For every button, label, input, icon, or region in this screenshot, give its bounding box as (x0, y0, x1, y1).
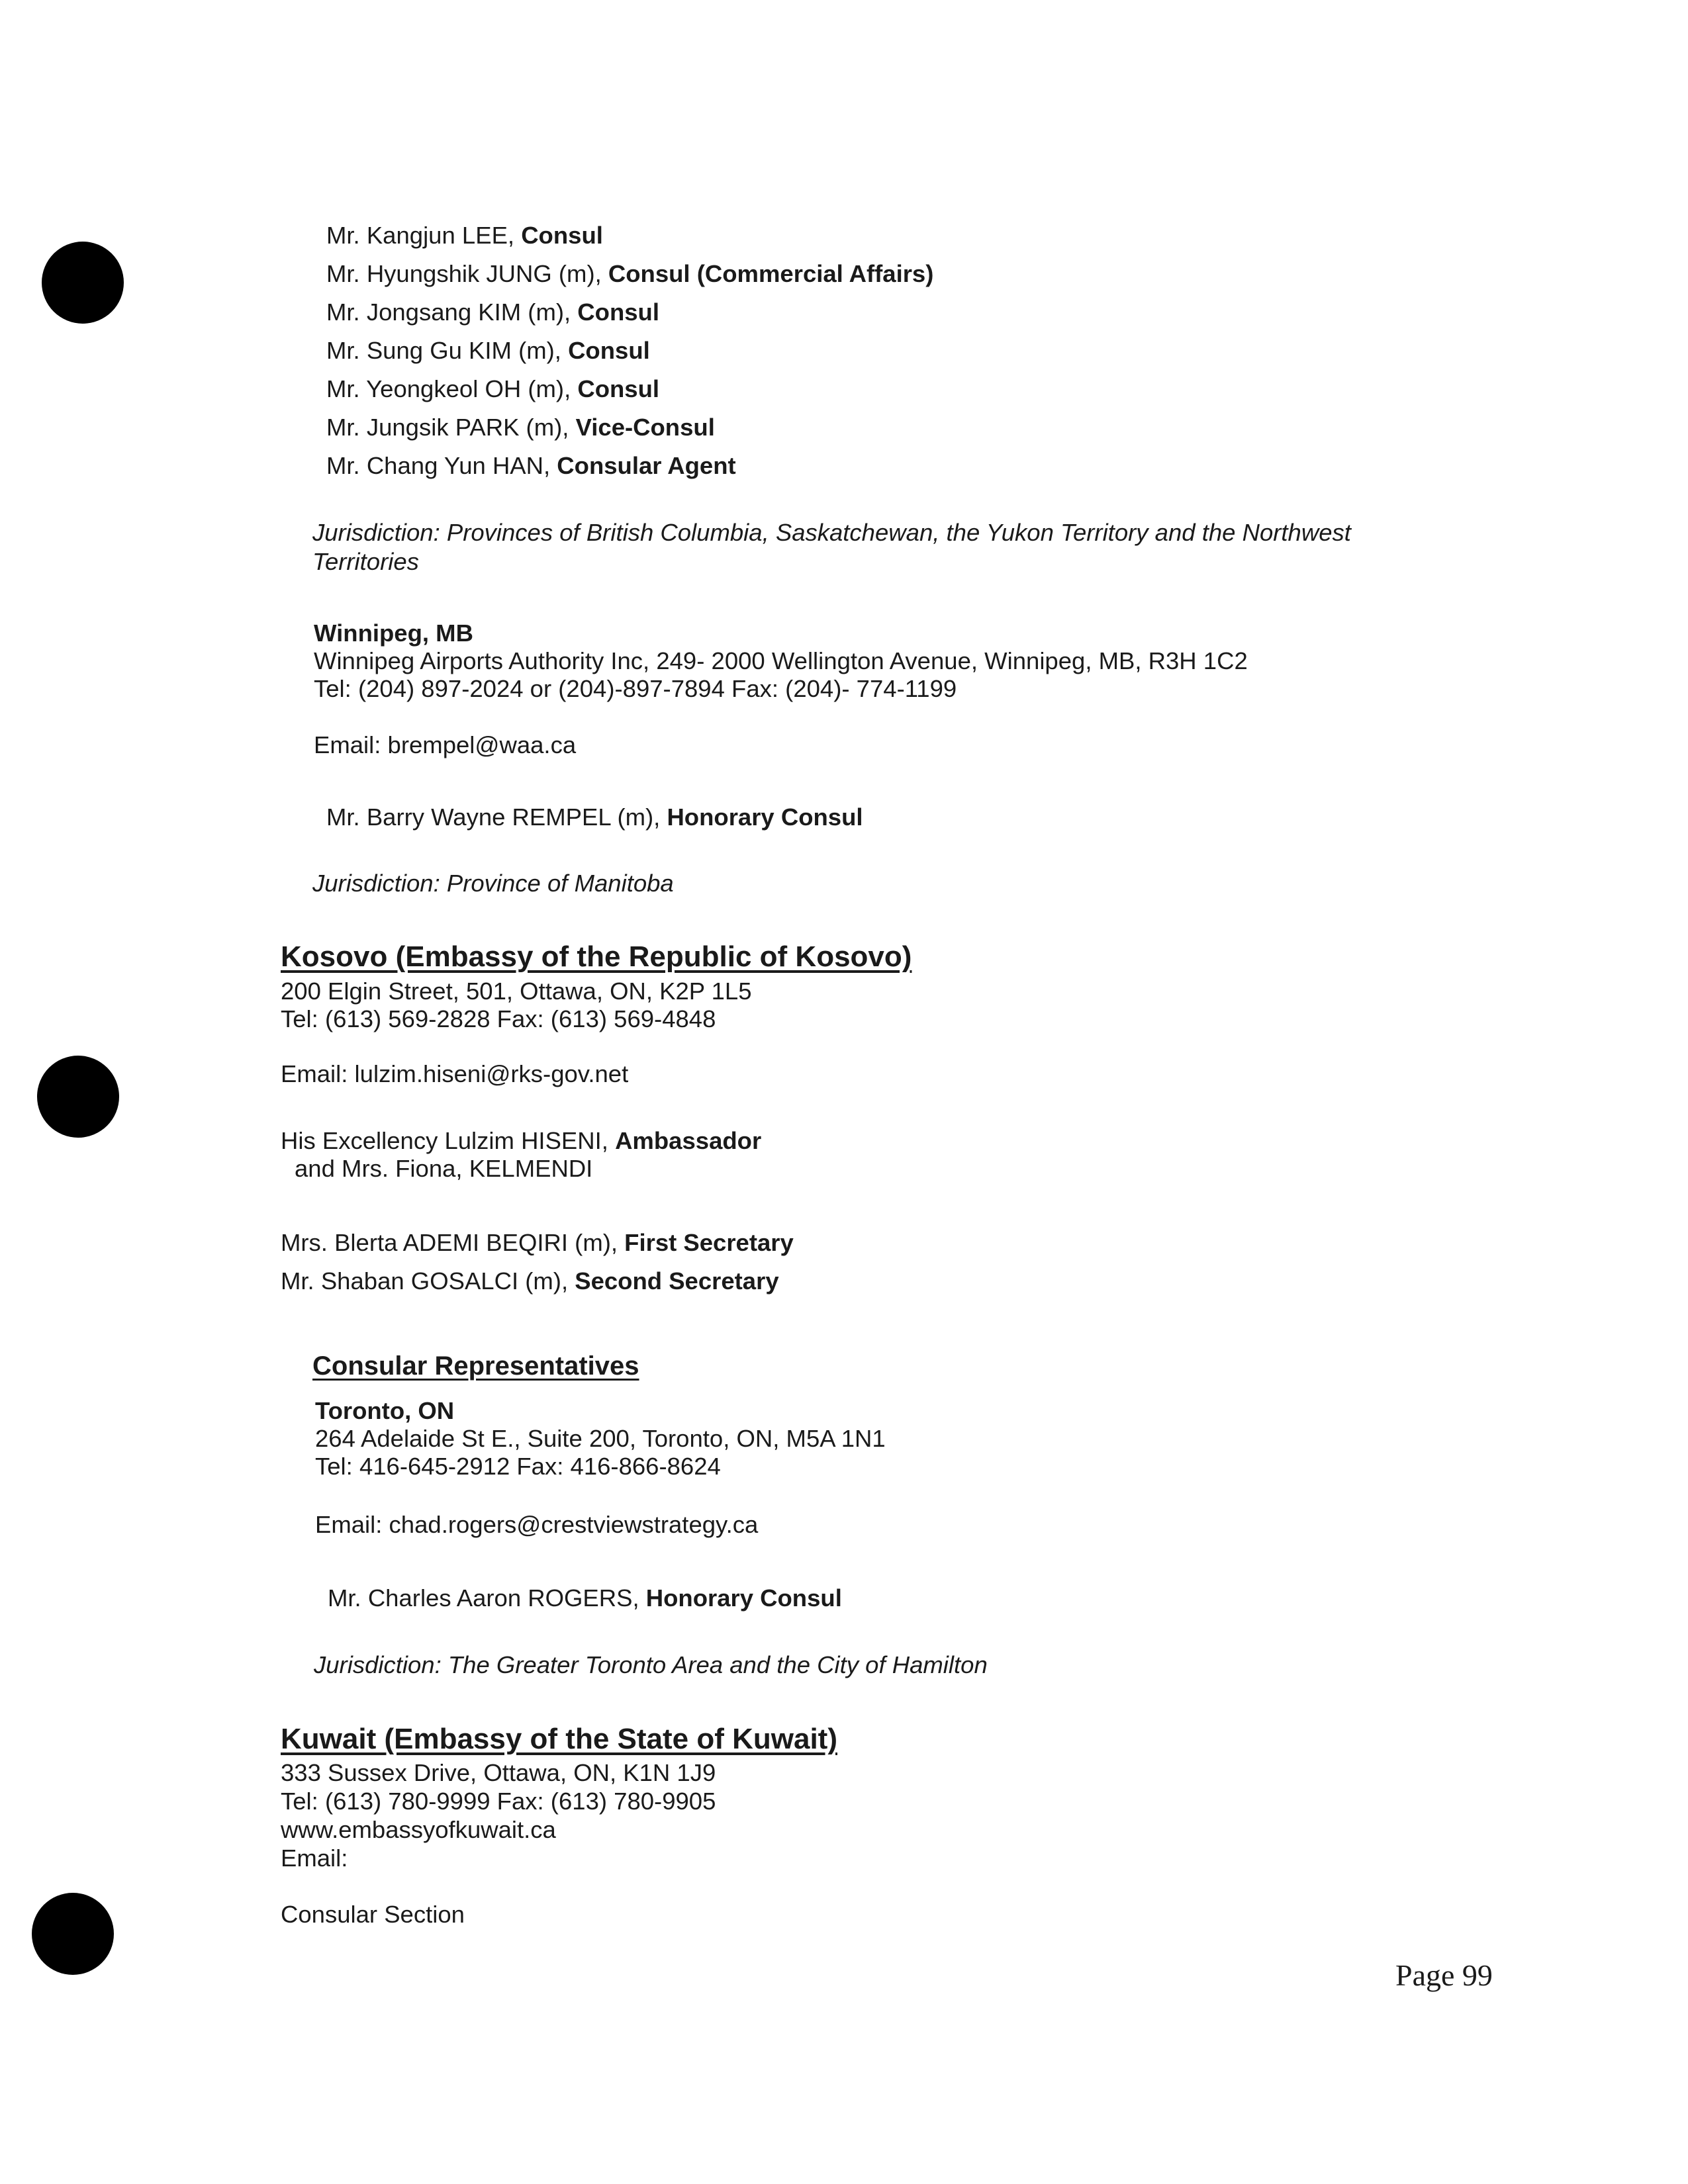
section-heading: Kuwait (Embassy of the State of Kuwait) (281, 1723, 837, 1755)
consul-entry: Mr. Sung Gu KIM (m), Consul (326, 337, 650, 364)
office-phone: Tel: (204) 897-2024 or (204)-897-7894 Fax: (204)- 774-1199 (314, 675, 957, 702)
embassy-phone: Tel: (613) 569-2828 Fax: (613) 569-4848 (281, 1005, 716, 1032)
embassy-phone: Tel: (613) 780-9999 Fax: (613) 780-9905 (281, 1788, 716, 1815)
consular-heading: Consular Representatives (312, 1351, 639, 1381)
office-address: 264 Adelaide St E., Suite 200, Toronto, ON, M5A 1N1 (315, 1425, 886, 1452)
consul-entry: Mr. Jungsik PARK (m), Vice-Consul (326, 414, 715, 441)
jurisdiction-text: Jurisdiction: Provinces of British Columbia, Saskatchewan, the Yukon Territory and the Northwest (312, 519, 1351, 546)
consul-entry: Mr. Yeongkeol OH (m), Consul (326, 375, 660, 402)
punch-hole-middle (37, 1056, 119, 1138)
consul-entry: Mr. Jongsang KIM (m), Consul (326, 298, 659, 326)
embassy-website: www.embassyofkuwait.ca (281, 1816, 556, 1843)
embassy-email: Email: lulzim.hiseni@rks-gov.net (281, 1060, 629, 1087)
consul-entry: Mr. Chang Yun HAN, Consular Agent (326, 452, 736, 479)
ambassador-entry: His Excellency Lulzim HISENI, Ambassador (281, 1127, 762, 1154)
consul-entry: Mr. Hyungshik JUNG (m), Consul (Commercial Affairs) (326, 260, 934, 287)
punch-hole-bottom (32, 1893, 114, 1975)
office-city: Winnipeg, MB (314, 619, 473, 647)
office-email: Email: chad.rogers@crestviewstrategy.ca (315, 1511, 759, 1538)
consular-section-label: Consular Section (281, 1901, 465, 1928)
staff-entry: Mr. Shaban GOSALCI (m), Second Secretary (281, 1267, 779, 1295)
staff-entry: Mrs. Blerta ADEMI BEQIRI (m), First Secretary (281, 1229, 794, 1256)
ambassador-spouse: and Mrs. Fiona, KELMENDI (295, 1155, 593, 1182)
office-email: Email: brempel@waa.ca (314, 731, 577, 758)
embassy-address: 333 Sussex Drive, Ottawa, ON, K1N 1J9 (281, 1759, 716, 1786)
jurisdiction-text: Jurisdiction: Province of Manitoba (312, 870, 674, 897)
embassy-email: Email: (281, 1844, 348, 1872)
punch-hole-top (42, 242, 124, 324)
jurisdiction-text: Jurisdiction: The Greater Toronto Area and the City of Hamilton (314, 1651, 988, 1678)
jurisdiction-text: Territories (312, 548, 419, 575)
section-heading: Kosovo (Embassy of the Republic of Kosovo) (281, 940, 912, 973)
office-address: Winnipeg Airports Authority Inc, 249- 2000 Wellington Avenue, Winnipeg, MB, R3H 1C2 (314, 647, 1248, 674)
page-number: Page 99 (1395, 1958, 1493, 1992)
embassy-address: 200 Elgin Street, 501, Ottawa, ON, K2P 1L5 (281, 978, 752, 1005)
consul-entry: Mr. Barry Wayne REMPEL (m), Honorary Consul (326, 803, 863, 831)
office-phone: Tel: 416-645-2912 Fax: 416-866-8624 (315, 1453, 721, 1480)
office-city: Toronto, ON (315, 1397, 455, 1424)
consul-entry: Mr. Charles Aaron ROGERS, Honorary Consul (328, 1584, 842, 1612)
consul-entry: Mr. Kangjun LEE, Consul (326, 222, 603, 249)
